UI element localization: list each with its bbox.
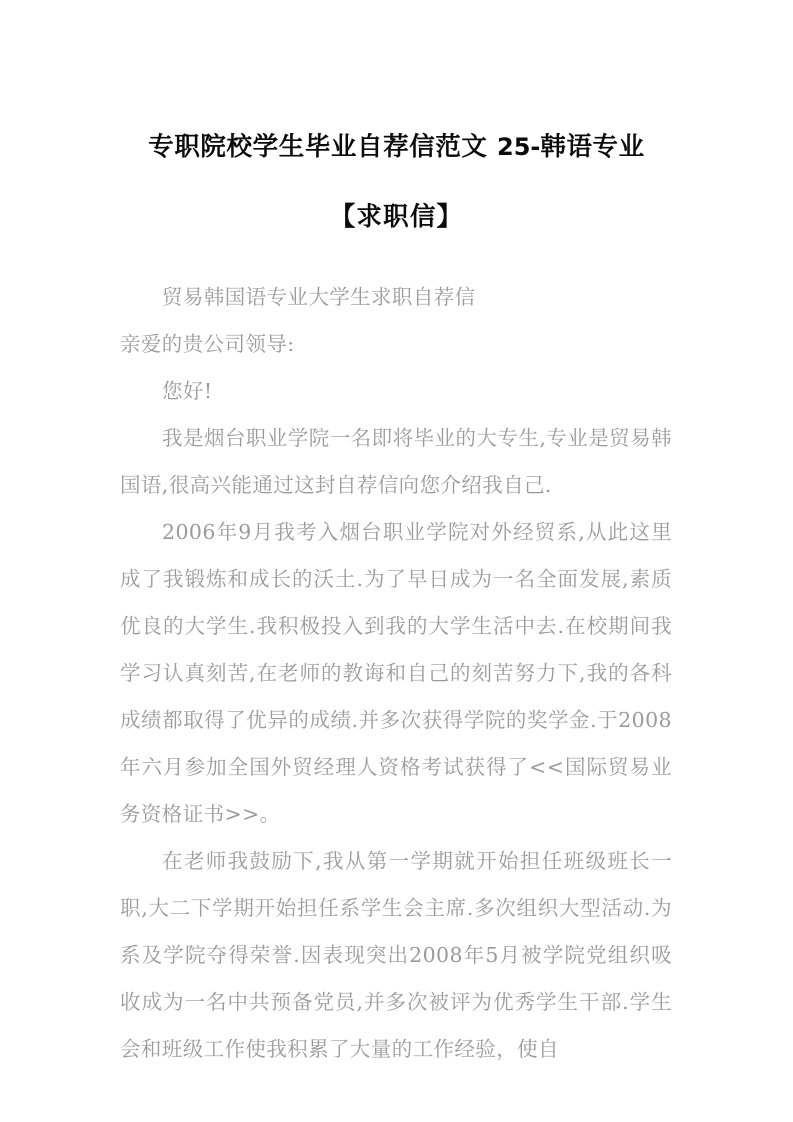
page-title-line-2: 【求职信】 [329,202,464,232]
paragraph-academics: 2006年9月我考入烟台职业学院对外经贸系,从此这里成了我锻炼和成长的沃土.为了早日成为一名全面发展,素质优良的大学生.我积极投入到我的大学生活中去.在校期间我学习认真刻苦,在老师的教诲和自己的刻苦努力下,我的各科成绩都取得了优异的成绩.并多次获得学院的奖学金.于2008年六月参加全国外贸经理人资格考试获得了<<国际贸易业务资格证书>>。 [120,520,672,826]
page-title-suffix: 韩语专业 [540,132,645,162]
paragraph-salutation: 亲爱的贵公司领导: [120,332,295,356]
page-title-line-1 [0,0,793,182]
page-title-number: 25- [497,133,541,161]
paragraph-subtitle: 贸易韩国语专业大学生求职自荐信 [162,285,476,309]
page-title-prefix: 专职院校学生毕业自荐信范文 [148,132,497,162]
paragraph-leadership: 在老师我鼓励下,我从第一学期就开始担任班级班长一职,大二下学期开始担任系学生会主席.多次组织大型活动.为系及学院夺得荣誉.因表现突出2008年5月被学院党组织吸收成为一名中共预备党员,并多次被评为优秀学生干部.学生会和班级工作使我积累了大量的工作经验，使自 [120,849,672,1061]
paragraph-introduction: 我是烟台职业学院一名即将毕业的大专生,专业是贸易韩国语,很高兴能通过这封自荐信向您介绍我自己. [120,426,672,497]
paragraph-greeting: 您好! [162,379,213,403]
body-paragraphs [0,252,793,1073]
